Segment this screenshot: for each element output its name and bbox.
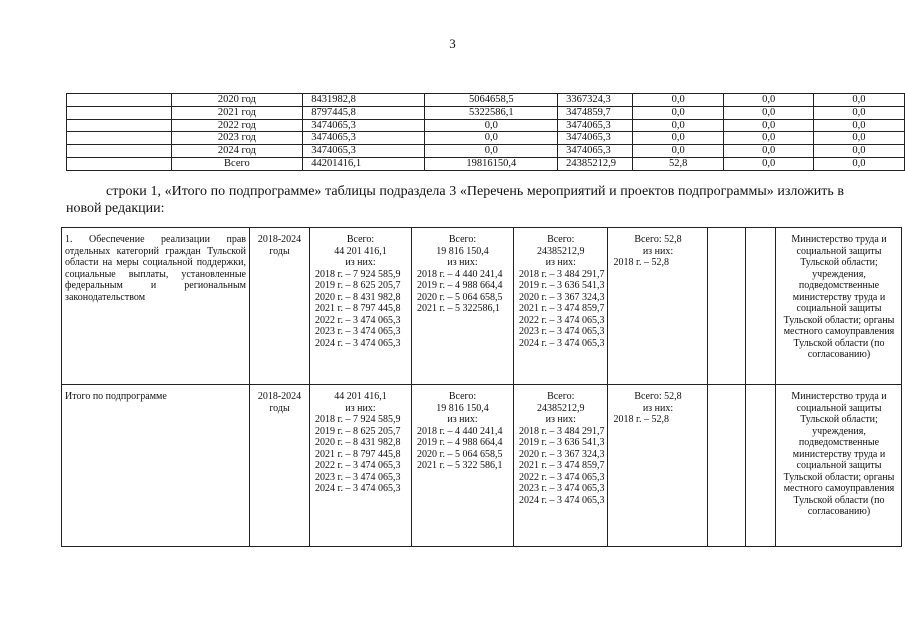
year-amount: 2018 г. – 3 484 291,7	[519, 425, 605, 437]
federal-cell: 5322586,1	[425, 106, 558, 119]
amount-head: Всего:	[448, 234, 477, 245]
local-cell: 52,8	[632, 157, 724, 170]
amount-sub: из них:	[345, 402, 376, 414]
regional-cell: 3474859,7	[558, 106, 633, 119]
table-row	[62, 228, 902, 385]
year-amount: 2019 г. – 8 625 205,7	[315, 425, 401, 437]
amendment-paragraph	[66, 183, 844, 217]
year-amount: 2021 г. – 5 322 586,1	[417, 460, 503, 471]
extra-cell: 0,0	[724, 145, 813, 158]
year-amount: 2018 г. – 52,8	[613, 257, 669, 268]
extra-cell: 0,0	[724, 94, 813, 107]
year-cell: 2024 год	[171, 145, 303, 158]
year-amount: 2018 г. – 4 440 241,4	[417, 425, 503, 437]
empty-cell	[67, 106, 172, 119]
amendment-text: строки 1, «Итого по подпрограмме» таблицы подраздела 3 «Перечень мероприятий и проектов подпрограммы» изложить в новой редакции:	[66, 184, 844, 216]
year-amount: 2019 г. – 4 988 664,4	[417, 280, 503, 291]
local-cell: 0,0	[632, 119, 724, 132]
empty-cell	[67, 94, 172, 107]
year-amount: 2018 г. – 7 924 585,9	[315, 414, 401, 425]
extra-cell: 0,0	[724, 157, 813, 170]
amount-sub: из них:	[545, 257, 576, 268]
local-funding	[608, 385, 708, 547]
year-amount: 2023 г. – 3 474 065,3	[519, 326, 605, 337]
year-amount: 2019 г. – 8 625 205,7	[315, 280, 401, 291]
federal-cell: 19816150,4	[425, 157, 558, 170]
funding-summary-table	[66, 93, 905, 171]
amount-sub: из них:	[447, 257, 478, 268]
regional-cell: 3474065,3	[558, 119, 633, 132]
amount-head: Всего: 52,8	[634, 234, 682, 245]
amount-head: Всего:	[346, 234, 375, 245]
amount-sum: 44 201 416,1	[334, 391, 387, 402]
extra-cell: 0,0	[813, 145, 904, 158]
empty-cell	[67, 119, 172, 132]
total-cell: 44201416,1	[303, 157, 425, 170]
amount-sub: из них:	[345, 257, 376, 268]
year-amount: 2021 г. – 8 797 445,8	[315, 448, 401, 460]
empty-cell	[67, 132, 172, 145]
table-row	[67, 119, 905, 132]
year-amount: 2019 г. – 3 636 541,3	[519, 280, 605, 291]
extra-cell: 0,0	[813, 106, 904, 119]
regional-cell: 3474065,3	[558, 145, 633, 158]
year-amount: 2018 г. – 3 484 291,7	[519, 268, 605, 280]
table-row	[67, 145, 905, 158]
year-amount: 2024 г. – 3 474 065,3	[519, 494, 605, 506]
responsible-executor: Министерство труда и социальной защиты Тульской области; учреждения, подведомственные министерству труда и социальной защиты Тульской области; органы местного самоуправления Тульской области (по согласованию)	[776, 228, 902, 385]
table-row	[67, 157, 905, 170]
regional-cell: 3474065,3	[558, 132, 633, 145]
total-funding	[310, 228, 412, 385]
year-amount: 2022 г. – 3 474 065,3	[519, 471, 605, 483]
period: 2018-2024 годы	[250, 228, 310, 385]
regional-cell: 3367324,3	[558, 94, 633, 107]
local-funding	[608, 228, 708, 385]
total-cell: 8431982,8	[303, 94, 425, 107]
empty-cell	[746, 385, 776, 547]
measure-name: Итого по подпрограмме	[62, 385, 250, 547]
federal-cell: 0,0	[425, 119, 558, 132]
empty-cell	[67, 145, 172, 158]
amount-sub: из них:	[642, 402, 674, 414]
year-cell: Всего	[171, 157, 303, 170]
year-cell: 2020 год	[171, 94, 303, 107]
total-cell: 8797445,8	[303, 106, 425, 119]
table-row	[67, 94, 905, 107]
amount-sum: 24385212,9	[536, 402, 585, 414]
amount-sum: 24385212,9	[536, 245, 585, 257]
year-amount: 2019 г. – 4 988 664,4	[417, 437, 503, 448]
measures-table	[61, 227, 902, 547]
total-cell: 3474065,3	[303, 132, 425, 145]
amount-sub: из них:	[545, 414, 576, 425]
period: 2018-2024 годы	[250, 385, 310, 547]
amount-sum: 19 816 150,4	[436, 402, 489, 414]
year-cell: 2023 год	[171, 132, 303, 145]
year-amount: 2020 г. – 8 431 982,8	[315, 437, 401, 448]
year-amount: 2022 г. – 3 474 065,3	[519, 314, 605, 326]
table-row	[67, 106, 905, 119]
empty-cell	[708, 385, 746, 547]
federal-cell: 0,0	[425, 145, 558, 158]
local-cell: 0,0	[632, 132, 724, 145]
year-amount: 2023 г. – 3 474 065,3	[315, 326, 401, 337]
year-cell: 2021 год	[171, 106, 303, 119]
year-amount: 2024 г. – 3 474 065,3	[315, 337, 401, 349]
year-cell: 2022 год	[171, 119, 303, 132]
measure-name: 1. Обеспечение реализации прав отдельных категорий граждан Тульской области на меры социальной поддержки, социальные выплаты, установленные федеральным и региональным законодательством	[62, 228, 250, 385]
table-row	[67, 132, 905, 145]
year-amount: 2018 г. – 4 440 241,4	[417, 268, 503, 280]
year-amount: 2020 г. – 5 064 658,5	[417, 448, 503, 460]
extra-cell: 0,0	[813, 119, 904, 132]
page-number: 3	[449, 36, 456, 51]
federal-funding	[412, 228, 514, 385]
federal-cell: 5064658,5	[425, 94, 558, 107]
local-cell: 0,0	[632, 145, 724, 158]
year-amount: 2023 г. – 3 474 065,3	[519, 483, 605, 494]
federal-funding	[412, 385, 514, 547]
extra-cell: 0,0	[813, 132, 904, 145]
total-cell: 3474065,3	[303, 145, 425, 158]
regional-funding	[514, 228, 608, 385]
amount-head: Всего:	[448, 391, 477, 402]
table-row	[62, 385, 902, 547]
year-amount: 2024 г. – 3 474 065,3	[315, 483, 401, 494]
amount-sub: из них:	[447, 414, 478, 425]
total-funding	[310, 385, 412, 547]
year-amount: 2020 г. – 3 367 324,3	[519, 291, 605, 303]
year-amount: 2021 г. – 5 322586,1	[417, 303, 500, 314]
empty-cell	[67, 157, 172, 170]
extra-cell: 0,0	[724, 132, 813, 145]
amount-sum: 19 816 150,4	[436, 245, 489, 257]
year-amount: 2021 г. – 3 474 859,7	[519, 460, 605, 471]
responsible-executor: Министерство труда и социальной защиты Тульской области; учреждения, подведомственные министерству труда и социальной защиты Тульской области; органы местного самоуправления Тульской области (по согласованию)	[776, 385, 902, 547]
year-amount: 2018 г. – 7 924 585,9	[315, 268, 401, 280]
year-amount: 2020 г. – 3 367 324,3	[519, 448, 605, 460]
local-cell: 0,0	[632, 94, 724, 107]
year-amount: 2024 г. – 3 474 065,3	[519, 337, 605, 349]
extra-cell: 0,0	[724, 119, 813, 132]
regional-funding	[514, 385, 608, 547]
year-amount: 2020 г. – 5 064 658,5	[417, 291, 503, 303]
year-amount: 2018 г. – 52,8	[613, 414, 669, 425]
total-cell: 3474065,3	[303, 119, 425, 132]
empty-cell	[708, 228, 746, 385]
year-amount: 2023 г. – 3 474 065,3	[315, 471, 401, 483]
empty-cell	[746, 228, 776, 385]
extra-cell: 0,0	[813, 94, 904, 107]
year-amount: 2022 г. – 3 474 065,3	[315, 314, 401, 326]
year-amount: 2019 г. – 3 636 541,3	[519, 437, 605, 448]
extra-cell: 0,0	[813, 157, 904, 170]
amount-head: Всего: 52,8	[634, 391, 682, 402]
year-amount: 2022 г. – 3 474 065,3	[315, 460, 401, 471]
extra-cell: 0,0	[724, 106, 813, 119]
amount-head: Всего:	[547, 391, 575, 402]
amount-head: Всего:	[547, 234, 575, 245]
federal-cell: 0,0	[425, 132, 558, 145]
regional-cell: 24385212,9	[558, 157, 633, 170]
amount-sub: из них:	[642, 245, 674, 257]
local-cell: 0,0	[632, 106, 724, 119]
amount-sum: 44 201 416,1	[334, 245, 387, 257]
year-amount: 2020 г. – 8 431 982,8	[315, 291, 401, 303]
year-amount: 2021 г. – 3 474 859,7	[519, 303, 605, 314]
year-amount: 2021 г. – 8 797 445,8	[315, 303, 401, 314]
